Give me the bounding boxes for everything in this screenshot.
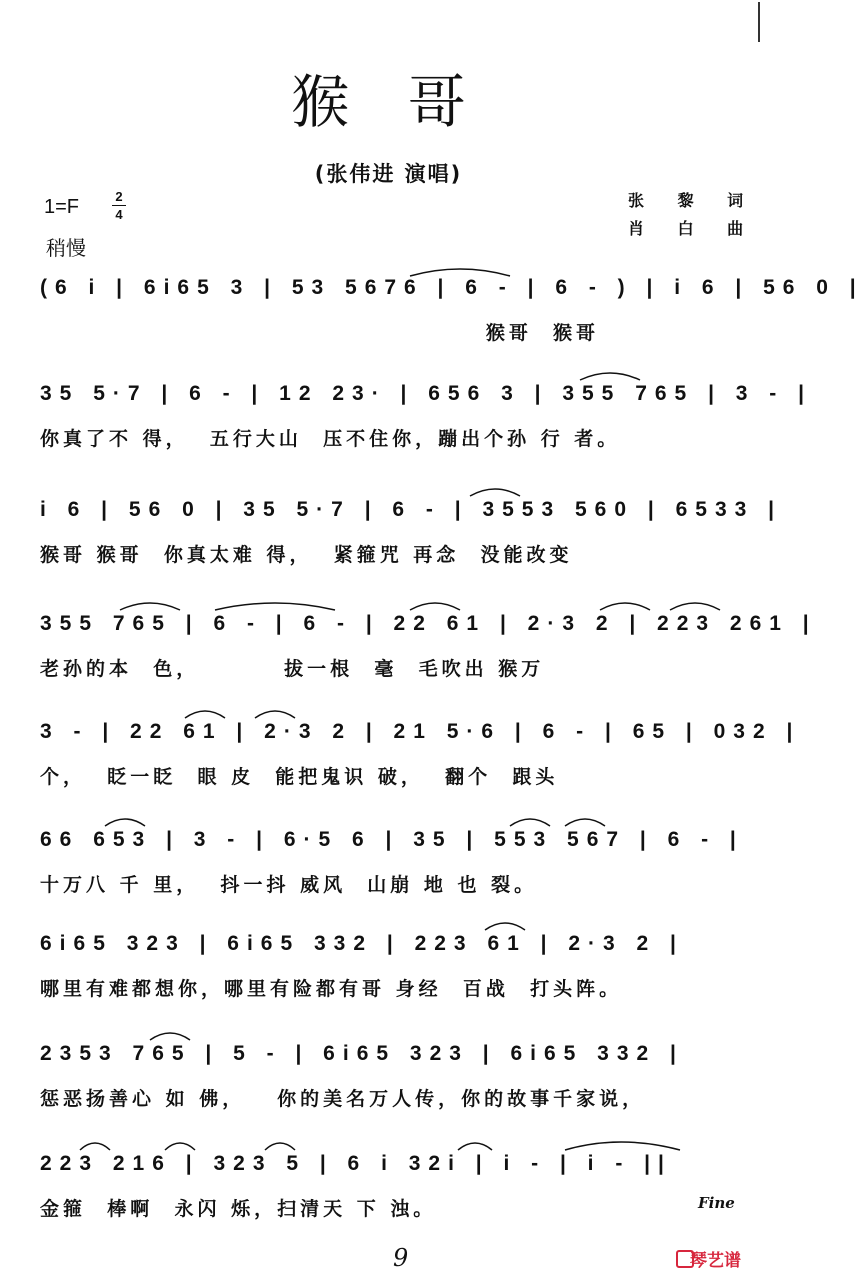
lyrics-row-1: 猴哥 猴哥 [40, 322, 600, 344]
song-title: 猴 哥 [291, 68, 486, 136]
meter-bar [112, 205, 126, 206]
composer-credit: 肖 白 曲 [628, 219, 758, 238]
numbered-notes: 6i65 323 | 6i65 332 | 223 61 | 2·3 2 | [40, 932, 684, 955]
key-signature: 1=F [44, 196, 80, 218]
numbered-notes: 355 765 | 6 - | 6 - | 22 61 | 2·3 2 | 223 261 | [40, 612, 817, 635]
lyrics-row-8: 惩恶扬善心 如 佛， 你的美名万人传，你的故事千家说， [40, 1088, 646, 1110]
lyrics-row-7: 哪里有难都想你，哪里有险都有哥 身经 百战 打头阵。 [40, 978, 623, 1000]
meter-bottom: 4 [115, 207, 123, 222]
notation-row-1 [40, 268, 864, 308]
numbered-notes: i 6 | 56 0 | 35 5·7 | 6 - | 3553 560 | 6533 | [40, 498, 783, 521]
notation-row-9 [40, 1144, 740, 1184]
lyrics-row-2: 你真了不 得， 五行大山 压不住你，蹦出个孙 行 者。 [40, 428, 621, 450]
lyrics-row-4: 老孙的本 色， 拔一根 毫 毛吹出 猴万 [40, 658, 545, 680]
numbered-notes: 223 216 | 323 5 | 6 i 32i | i - | i - || [40, 1152, 672, 1175]
fine-marking: Fine [698, 1194, 735, 1212]
notation-row-8 [40, 1034, 740, 1074]
notation-row-5 [40, 712, 801, 752]
numbered-notes: 3 - | 22 61 | 2·3 2 | 21 5·6 | 6 - | 65 | 032 | [40, 720, 801, 743]
watermark-text: 琴艺谱 [690, 1251, 741, 1271]
performer-credit: (张伟进 演唱) [314, 162, 463, 186]
numbered-notes: (6 i | 6i65 3 | 53 5676 | 6 - | 6 - ) | i 6 | 56 0 | [40, 276, 864, 299]
numbered-notes: 66 653 | 3 - | 6·5 6 | 35 | 553 567 | 6 - | [40, 828, 744, 851]
meter-top: 2 [115, 189, 123, 204]
notation-row-3 [40, 490, 783, 530]
lyrics-row-3: 猴哥 猴哥 你真太难 得， 紧箍咒 再念 没能改变 [40, 544, 573, 566]
lyrics-row-5: 个， 眨一眨 眼 皮 能把鬼识 破， 翻个 跟头 [40, 766, 559, 788]
notation-row-7 [40, 924, 740, 964]
lyrics-row-6: 十万八 千 里， 抖一抖 威风 山崩 地 也 裂。 [40, 874, 538, 896]
page-number: 9 [393, 1244, 409, 1272]
page-edge-mark [758, 2, 774, 42]
notation-row-6 [40, 820, 744, 860]
time-signature [112, 190, 126, 221]
lyrics-row-9: 金箍 棒啊 永闪 烁，扫清天 下 浊。 [40, 1198, 437, 1220]
notation-row-2 [40, 374, 812, 414]
notation-row-4 [40, 604, 817, 644]
numbered-notes: 2353 765 | 5 - | 6i65 323 | 6i65 332 | [40, 1042, 684, 1065]
tempo-marking: 稍慢 [46, 236, 86, 260]
numbered-notes: 35 5·7 | 6 - | 12 23· | 656 3 | 355 765 | 3 - | [40, 382, 812, 405]
lyricist-credit: 张 黎 词 [628, 191, 758, 210]
